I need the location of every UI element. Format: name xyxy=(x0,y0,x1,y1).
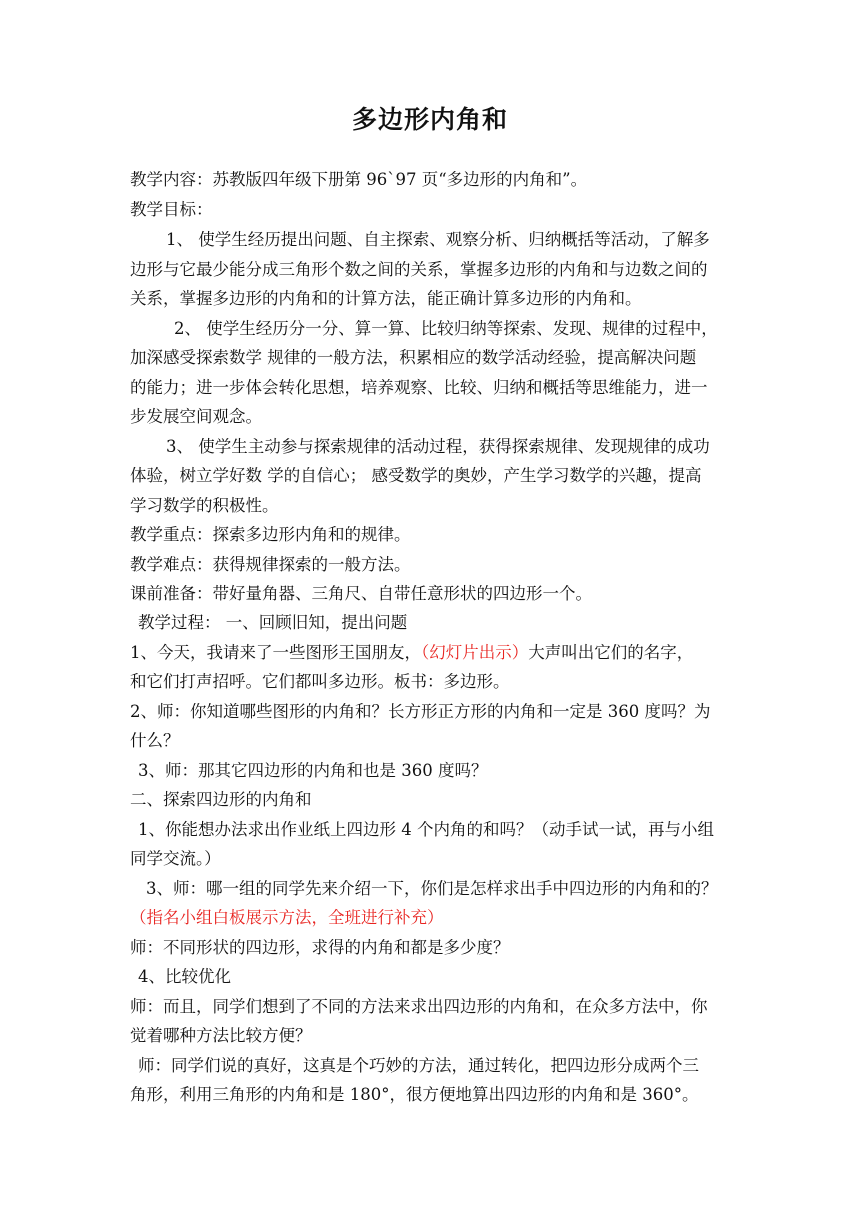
step-2-line-2: 什么？ xyxy=(130,731,180,750)
step-2-line-1: 2、师：你知道哪些图形的内角和？长方形正方形的内角和一定是 360 度吗？为 xyxy=(130,702,711,721)
goal-2-line-3: 的能力；进一步体会转化思想，培养观察、比较、归纳和概括等思维能力，进一 xyxy=(130,378,708,397)
section-2-step-1-line-1: 1、你能想办法求出作业纸上四边形 4 个内角的和吗？（动手试一试，再与小组 xyxy=(138,820,714,839)
page-title: 多边形内角和 xyxy=(351,105,508,134)
process-heading: 教学过程： 一、回顾旧知，提出问题 xyxy=(138,613,408,632)
goal-2-line-2: 加深感受探索数学 规律的一般方法，积累相应的数学活动经验，提高解决问题 xyxy=(130,348,697,367)
section-2-step-4: 4、比较优化 xyxy=(138,967,231,986)
teacher-methods-line-2: 觉着哪种方法比较方便？ xyxy=(130,1026,312,1045)
goal-3-line-1: 3、 使学生主动参与探索规律的活动过程，获得探索规律、发现规律的成功 xyxy=(166,437,710,456)
difficult-point: 教学难点：获得规律探索的一般方法。 xyxy=(130,555,411,574)
step-1-line-1 xyxy=(130,643,693,663)
step-1-text-before: 1、今天，我请来了一些图形王国朋友， xyxy=(130,643,421,662)
goal-2-line-1: 2、 使学生经历分一分、算一算、比较归纳等探索、发现、规律的过程中， xyxy=(174,319,718,338)
teacher-methods-line-1: 师：而且，同学们想到了不同的方法来求出四边形的内角和，在众多方法中，你 xyxy=(130,997,708,1016)
step-1-text-after: 大声叫出它们的名字， xyxy=(528,643,694,662)
whiteboard-note: （指名小组白板展示方法，全班进行补充） xyxy=(130,908,444,927)
teacher-question-degrees: 师：不同形状的四边形，求得的内角和都是多少度？ xyxy=(130,938,510,957)
goal-3-line-3: 学习数学的积极性。 xyxy=(130,496,279,515)
goal-1-line-3: 关系，掌握多边形的内角和的计算方法，能正确计算多边形的内角和。 xyxy=(130,289,642,308)
section-2-step-3: 3、师：哪一组的同学先来介绍一下，你们是怎样求出手中四边形的内角和的？ xyxy=(146,879,718,898)
goal-1-line-2: 边形与它最少能分成三角形个数之间的关系，掌握多边形的内角和与边数之间的 xyxy=(130,260,708,279)
step-3: 3、师：那其它四边形的内角和也是 360 度吗？ xyxy=(138,761,488,780)
goal-3-line-2: 体验，树立学好数 学的自信心； 感受数学的奥妙，产生学习数学的兴趣，提高 xyxy=(130,466,702,485)
section-2-heading: 二、探索四边形的内角和 xyxy=(130,790,312,809)
teacher-summary-line-2: 角形，利用三角形的内角和是 180°，很方便地算出四边形的内角和是 360°。 xyxy=(130,1085,699,1104)
teaching-goals-heading: 教学目标： xyxy=(130,200,213,219)
goal-2-line-4: 步发展空间观念。 xyxy=(130,407,262,426)
section-2-step-1-line-2: 同学交流。） xyxy=(130,849,221,868)
key-point: 教学重点：探索多边形内角和的规律。 xyxy=(130,525,411,544)
teaching-content: 教学内容：苏教版四年级下册第 96`97 页“多边形的内角和”。 xyxy=(130,170,588,189)
goal-1-line-1: 1、 使学生经历提出问题、自主探索、观察分析、归纳概括等活动，了解多 xyxy=(166,230,710,249)
step-1-line-2: 和它们打声招呼。它们都叫多边形。板书：多边形。 xyxy=(130,672,510,691)
teacher-summary-line-1: 师：同学们说的真好，这真是个巧妙的方法，通过转化，把四边形分成两个三 xyxy=(138,1056,699,1075)
slide-show-note: （幻灯片出示） xyxy=(421,643,529,662)
preparation: 课前准备：带好量角器、三角尺、自带任意形状的四边形一个。 xyxy=(130,584,592,603)
